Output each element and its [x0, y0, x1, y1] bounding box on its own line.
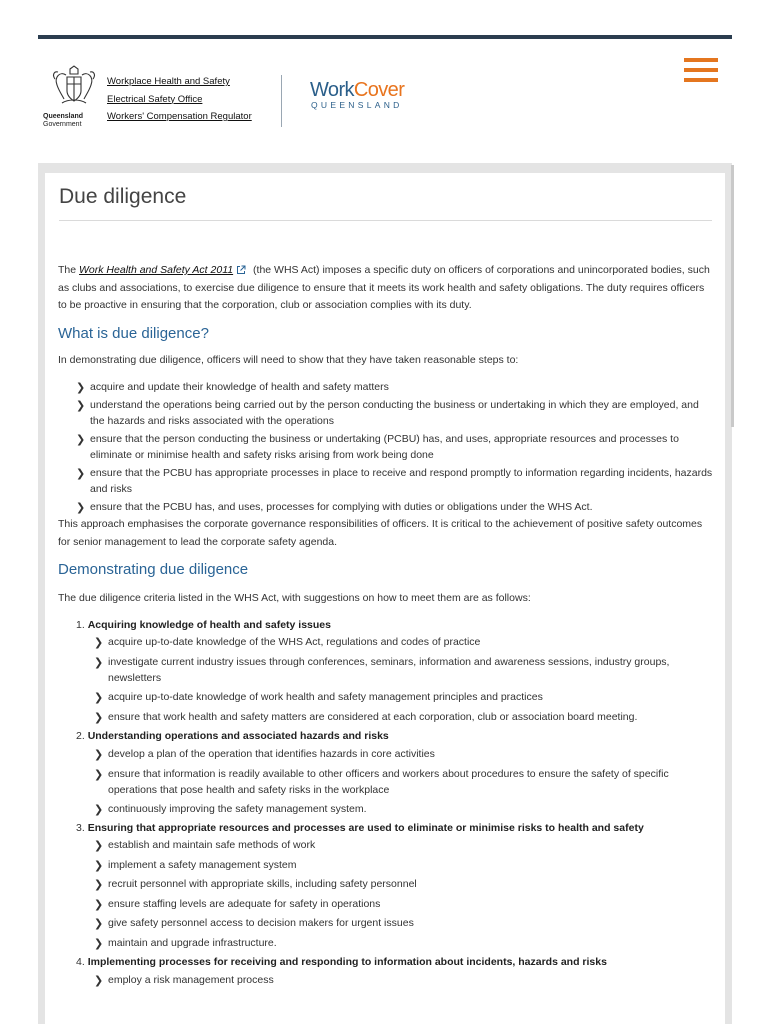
page-title: Due diligence — [59, 185, 187, 208]
list-item: ❯ acquire and update their knowledge of health and safety matters — [76, 381, 389, 394]
chevron-right-icon: ❯ — [94, 637, 104, 649]
criterion-2-list — [94, 746, 716, 821]
criterion-2-heading: 2. Understanding operations and associated hazards and risks — [76, 730, 389, 742]
workcover-logo[interactable] — [310, 79, 404, 110]
government-name: Queensland — [43, 113, 84, 120]
external-link-icon — [236, 265, 246, 275]
list-item: ❯ implement a safety management system — [94, 858, 297, 872]
list-item: ❯ develop a plan of the operation that identifies hazards in core activities — [94, 748, 435, 761]
chevron-right-icon: ❯ — [94, 768, 104, 781]
brand-cover: Cover — [353, 79, 405, 101]
chevron-right-icon: ❯ — [94, 879, 104, 891]
brand-work: Work — [310, 79, 354, 101]
header-divider — [281, 75, 282, 127]
agency-links — [107, 76, 252, 129]
list-item: ❯ recruit personnel with appropriate skills, including safety personnel — [94, 878, 417, 891]
chevron-right-icon: ❯ — [94, 656, 104, 669]
chevron-right-icon: ❯ — [94, 692, 104, 704]
chevron-right-icon: ❯ — [76, 502, 86, 514]
chevron-right-icon: ❯ — [94, 749, 104, 761]
criterion-4-list — [94, 972, 716, 992]
chevron-right-icon: ❯ — [94, 975, 104, 987]
list-item: ❯ employ a risk management process — [94, 974, 274, 987]
government-sub: Government — [43, 121, 82, 128]
list-item: ❯ ensure that information is readily available to other officers and workers about procedures to ensure the safety of specific operations that pose health and safety risks in the workplace — [94, 767, 669, 796]
list-item: ❯ ensure that the PCBU has appropriate processes in place to receive and respond promptly to information regarding incidents, hazards and risks — [76, 467, 713, 495]
list-item: ❯ establish and maintain safe methods of work — [94, 839, 316, 852]
list-item: ❯ acquire up-to-date knowledge of work health and safety management principles and practices — [94, 691, 543, 704]
chevron-right-icon: ❯ — [76, 468, 86, 480]
chevron-right-icon: ❯ — [76, 382, 86, 394]
list-item: ❯ acquire up-to-date knowledge of the WHS Act, regulations and codes of practice — [94, 636, 481, 649]
list-item: ❯ maintain and upgrade infrastructure. — [94, 936, 277, 950]
list-item: ❯ ensure staffing levels are adequate for safety in operations — [94, 897, 381, 911]
chevron-right-icon: ❯ — [94, 859, 104, 872]
hamburger-menu-icon[interactable] — [684, 58, 718, 86]
coat-of-arms-icon — [50, 65, 98, 107]
criterion-1-list — [94, 634, 716, 728]
list-item: ❯ give safety personnel access to decision makers for urgent issues — [94, 917, 414, 930]
brand-sub: QUEENSLAND — [311, 100, 403, 110]
demo-intro: The due diligence criteria listed in the WHS Act, with suggestions on how to meet them are as follows: — [58, 592, 531, 604]
list-item: ❯ ensure that the PCBU has, and uses, processes for complying with duties or obligations under the WHS Act. — [76, 501, 593, 514]
link-workplace-health-safety[interactable]: Workplace Health and Safety — [107, 76, 230, 87]
chevron-right-icon: ❯ — [76, 400, 86, 412]
whs-act-link[interactable]: Work Health and Safety Act 2011 — [79, 264, 234, 276]
chevron-right-icon: ❯ — [94, 918, 104, 930]
list-item: ❯ continuously improving the safety management system. — [94, 803, 367, 816]
scrollbar-thumb[interactable] — [731, 165, 734, 427]
site-header — [38, 39, 732, 159]
chevron-right-icon: ❯ — [94, 840, 104, 852]
criterion-1-heading: 1. Acquiring knowledge of health and safety issues — [76, 619, 331, 631]
list-item: ❯ investigate current industry issues through conferences, seminars, information and awareness sessions, industry groups, newsletters — [94, 655, 670, 684]
criterion-3-list — [94, 837, 716, 954]
criterion-3-heading: 3. Ensuring that appropriate resources and processes are used to eliminate or minimise risks to health and safety — [76, 822, 644, 834]
chevron-right-icon: ❯ — [94, 804, 104, 816]
chevron-right-icon: ❯ — [94, 711, 104, 724]
link-electrical-safety-office[interactable]: Electrical Safety Office — [107, 93, 203, 105]
what-intro: In demonstrating due diligence, officers will need to show that they have taken reasonable steps to: — [58, 354, 519, 366]
title-divider — [59, 220, 712, 221]
criterion-4-heading: 4. Implementing processes for receiving and responding to information about incidents, hazards and risks — [76, 956, 607, 968]
list-item: ❯ understand the operations being carried out by the person conducting the business or undertaking in which they are employed, and the hazards and risks associated with the operations — [76, 399, 699, 427]
chevron-right-icon: ❯ — [94, 898, 104, 911]
list-item: ❯ ensure that the person conducting the business or undertaking (PCBU) has, and uses, appropriate resources and processes to eliminate or minimise health and safety risks arising from work being done — [76, 433, 679, 461]
heading-what-is-due-diligence: What is due diligence? — [58, 325, 209, 342]
what-bullet-list — [76, 379, 716, 517]
list-item: ❯ ensure that work health and safety matters are considered at each corporation, club or association board meeting. — [94, 710, 638, 724]
link-workers-compensation-regulator[interactable]: Workers' Compensation Regulator — [107, 111, 252, 122]
intro-paragraph: The Work Health and Safety Act 2011 (the WHS Act) imposes a specific duty on officers of corporations and unincorporated bodies, such as clubs and associations, to exercise due diligence to ensure that it meets its work health and safety obligations. The duty requires officers to be proactive in ensuring that the corporation, club or association complies with its duty. — [58, 264, 710, 311]
chevron-right-icon: ❯ — [94, 937, 104, 950]
government-wordmark — [43, 113, 107, 129]
heading-demonstrating-due-diligence: Demonstrating due diligence — [58, 561, 249, 578]
chevron-right-icon: ❯ — [76, 434, 86, 446]
approach-paragraph: This approach emphasises the corporate governance responsibilities of officers. It is critical to the achievement of positive safety outcomes for senior management to lead the corporate safety agenda. — [58, 518, 703, 548]
